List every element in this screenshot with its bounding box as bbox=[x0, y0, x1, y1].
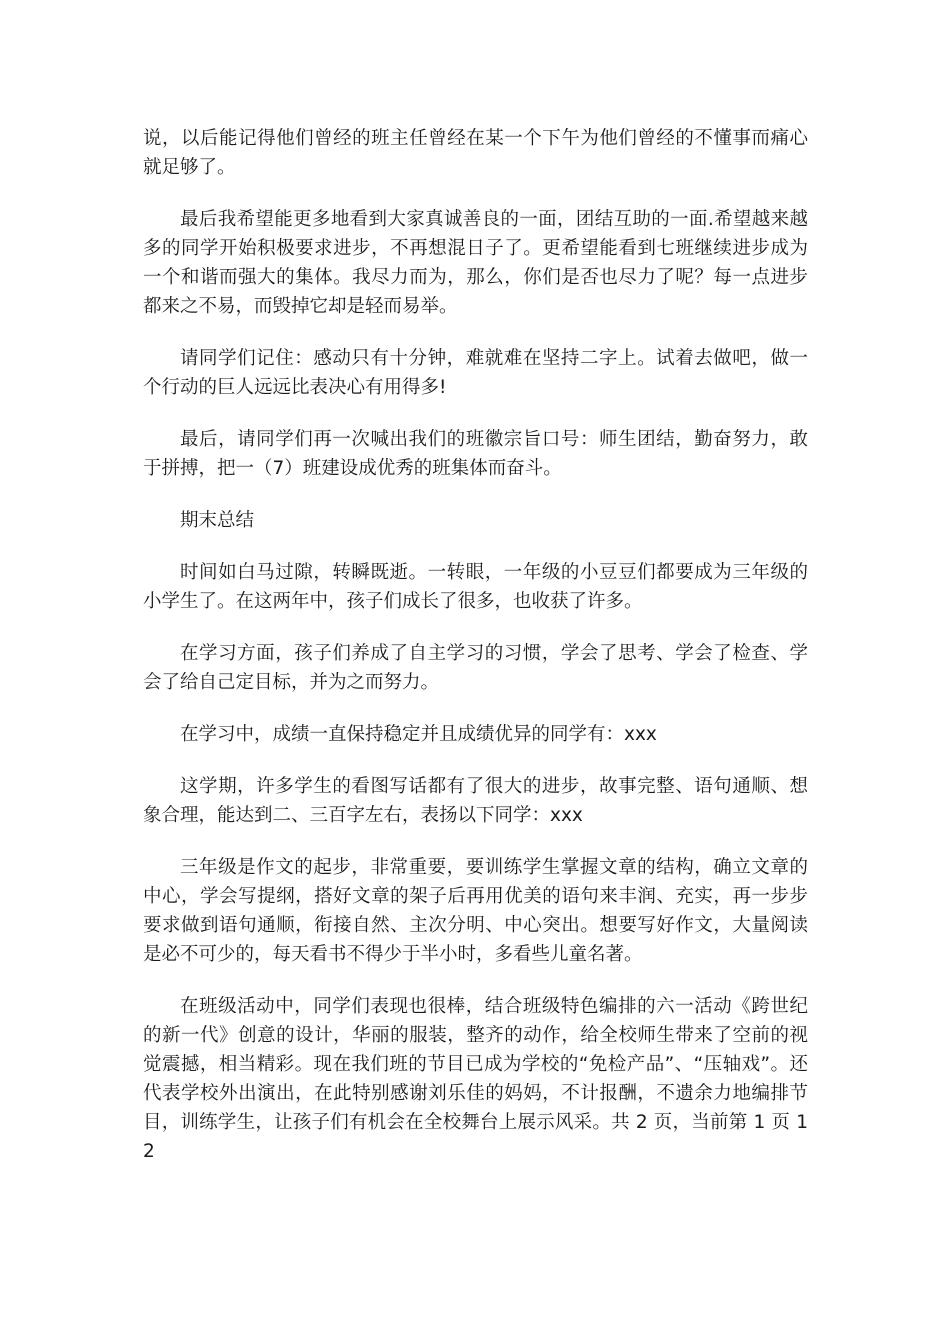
paragraph-continuation: 说，以后能记得他们曾经的班主任曾经在某一个下午为他们曾经的不懂事而痛心就足够了。 bbox=[143, 128, 808, 178]
paragraph-remember: 请同学们记住：感动只有十分钟，难就难在坚持二字上。试着去做吧，做一个行动的巨人远远比表决心有用得多! bbox=[143, 348, 808, 398]
paragraph-time: 时间如白马过隙，转瞬既逝。一转眼，一年级的小豆豆们都要成为三年级的小学生了。在这两年中，孩子们成长了很多，也收获了许多。 bbox=[143, 562, 808, 612]
paragraph-hope: 最后我希望能更多地看到大家真诚善良的一面，团结互助的一面.希望越来越多的同学开始积极要求进步，不再想混日子了。更希望能看到七班继续进步成为一个和谐而强大的集体。我尽力而为，那么，你们是否也尽力了呢？每一点进步都来之不易，而毁掉它却是轻而易举。 bbox=[143, 209, 808, 317]
paragraph-learning: 在学习方面，孩子们养成了自主学习的习惯，学会了思考、学会了检查、学会了给自己定目标，并为之而努力。 bbox=[143, 643, 808, 693]
section-heading: 期末总结 bbox=[180, 510, 255, 531]
document-body bbox=[143, 124, 808, 1189]
paragraph-excellent-students: 在学习中，成绩一直保持稳定并且成绩优异的同学有：xxx bbox=[180, 724, 657, 745]
paragraph-writing: 这学期，许多学生的看图写话都有了很大的进步，故事完整、语句通顺、想象合理，能达到二、三百字左右，表扬以下同学：xxx bbox=[143, 776, 808, 826]
paragraph-composition: 三年级是作文的起步，非常重要，要训练学生掌握文章的结构，确立文章的中心，学会写提纲，搭好文章的架子后再用优美的语句来丰润、充实，再一步步要求做到语句通顺，衔接自然、主次分明、中心突出。想要写好作文，大量阅读是必不可少的，每天看书不得少于半小时，多看些儿童名著。 bbox=[143, 857, 808, 965]
paragraph-activities: 在班级活动中，同学们表现也很棒，结合班级特色编排的六一活动《跨世纪的新一代》创意的设计，华丽的服装，整齐的动作，给全校师生带来了空前的视觉震撼，相当精彩。现在我们班的节目已成为学校的“免检产品”、“压轴戏”。还代表学校外出演出，在此特别感谢刘乐佳的妈妈，不计报酬，不遗余力地编排节目，训练学生，让孩子们有机会在全校舞台上展示风采。共 2 页，当前第 1 页 12 bbox=[143, 996, 808, 1162]
paragraph-slogan: 最后，请同学们再一次喊出我们的班徽宗旨口号：师生团结，勤奋努力，敢于拼搏，把一（7）班建设成优秀的班集体而奋斗。 bbox=[143, 429, 808, 479]
